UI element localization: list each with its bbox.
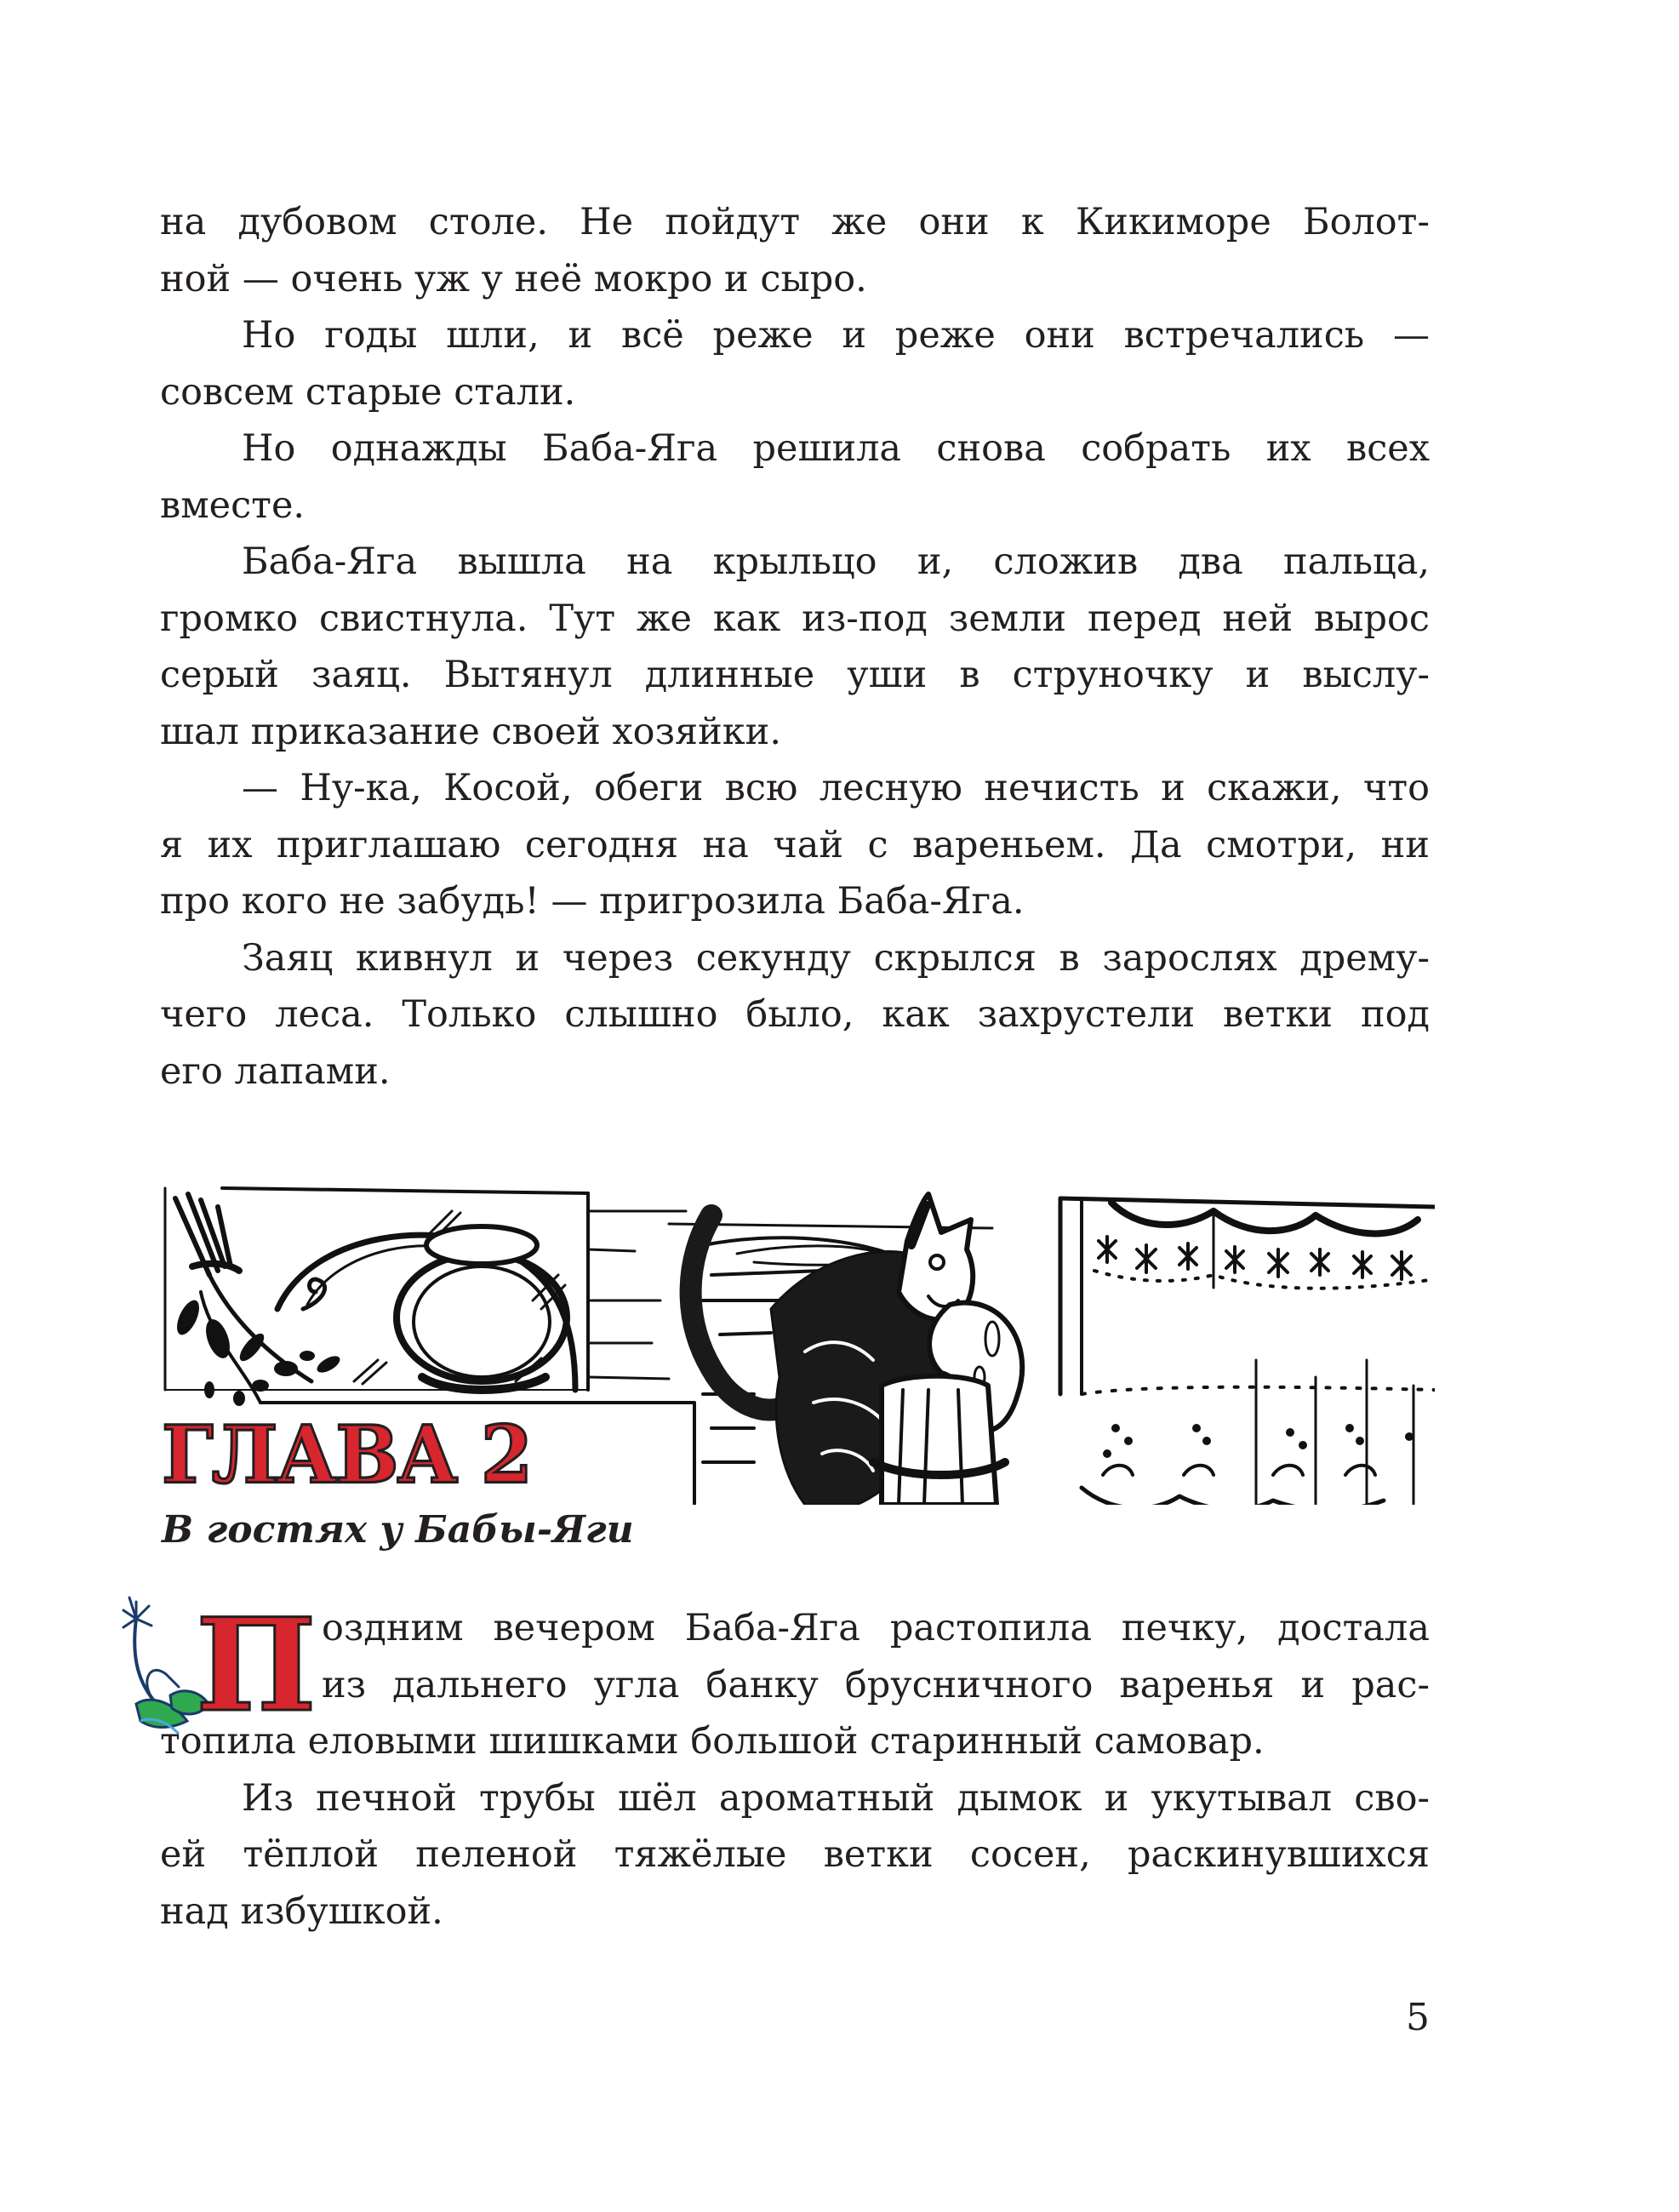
chapter-title: ГЛАВА 2: [162, 1408, 532, 1501]
text-line: шал приказание своей хозяйки.: [160, 710, 782, 753]
bottom-text-block: [160, 1591, 1430, 1940]
text-line: Баба-Яга вышла на крыльцо и, сложив два пальца,: [242, 540, 1430, 583]
chapter-subtitle: В гостях у Бабы-Яги: [162, 1508, 634, 1552]
text-line: серый заяц. Вытянул длинные уши в струночку и выслу-: [160, 654, 1430, 696]
text-line: совсем старые стали.: [160, 370, 576, 414]
text-line: чего леса. Только слышно было, как захрустели ветки под: [160, 993, 1430, 1036]
text-line: над избушкой.: [160, 1889, 443, 1933]
text-line: громко свистнула. Тут же как из-под земли перед ней вырос: [160, 597, 1430, 640]
text-line: Но однажды Баба-Яга решила снова собрать их всех: [242, 427, 1430, 470]
top-text-block: [160, 194, 1430, 1100]
text-line: оздним вечером Баба-Яга растопила печку, достала: [322, 1607, 1430, 1649]
text-line: Заяц кивнул и через секунду скрылся в зарослях дрему-: [242, 936, 1430, 980]
text-line: ной — очень уж у неё мокро и сыро.: [160, 257, 867, 300]
text-line: Из печной трубы шёл ароматный дымок и укутывал сво-: [242, 1776, 1430, 1820]
text-line: вместе.: [160, 483, 306, 527]
text-line: Но годы шли, и всё реже и реже они встречались —: [242, 314, 1430, 357]
text-line: — Ну-ка, Косой, обеги всю лесную нечисть и скажи, что: [242, 767, 1430, 809]
page-number: 5: [1406, 1996, 1430, 2039]
text-line: топила еловыми шишками большой старинный самовар.: [160, 1720, 1265, 1763]
text-line: ей тёплой пеленой тяжёлые ветки сосен, раскинувшихся: [160, 1833, 1430, 1876]
dropcap-letter: П: [196, 1591, 317, 1740]
text-line: на дубовом столе. Не пойдут же они к Кикиморе Болот-: [160, 201, 1430, 243]
text-line: я их приглашаю сегодня на чай с вареньем. Да смотри, ни: [160, 823, 1430, 866]
text-line: про кого не забудь! — пригрозила Баба-Яга.: [160, 880, 1025, 923]
text-line: из дальнего угла банку брусничного варенья и рас-: [322, 1663, 1430, 1706]
text-line: его лапами.: [160, 1049, 391, 1093]
